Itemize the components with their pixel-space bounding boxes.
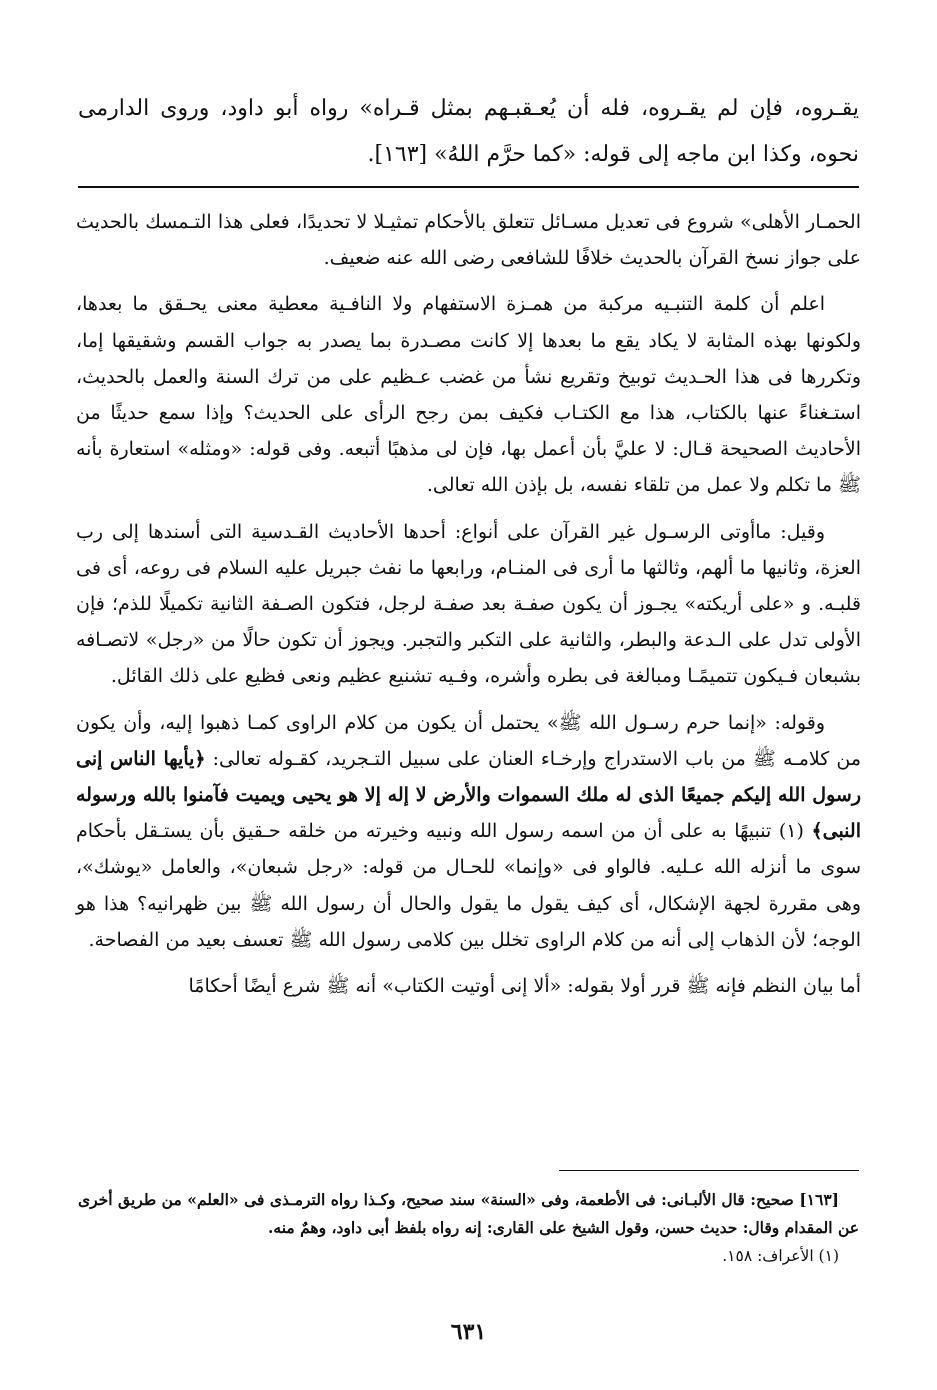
main-text-block [78,86,859,178]
commentary-block [76,204,861,1014]
footnote-1: (١) الأعراف: ١٥٨. [722,1247,839,1265]
quran-verse: ﴿يأيها الناس إنى رسول الله إليكم جميعًا الذى له ملك السموات والأرض لا إله إلا هو يحيى ويميت فآمنوا بالله ورسوله النبى﴾ [76,747,861,843]
footnote-163: [١٦٣] صحيح: قال الألبـانى: فى الأطعمة، وفى «السنة» سند صحيح، وكـذا رواه الترمـذى فى «العلم» من طريق أخرى عن المقدام وقال: حديث حسن، وقول الشيخ على القارى: إنه رواه بلفظ أبى داود، وهمٌ منه. [78,1190,859,1237]
commentary-paragraph-2: اعلم أن كلمة التنبـيه مركبة من همـزة الاستفهام ولا النافـية معطية معنى يحـقق ما بعدها، ولكونها بهذه المثابة لا يكاد يقع ما بعدها إلا كانت مصـدرة بما يصدر به جواب القسم وشقيقها إما، وتكررها فى هذا الحـديث توبيخ وتقريع نشأ من غضب عـظيم على من ترك السنة والعمل بالحديث، استـغناءً عنها بالكتاب، هذا مع الكتـاب فكيف بمن رجح الرأى على الحديث؟ وإذا سمع حديثًا من الأحاديث الصحيحة قـال: لا عليَّ بأن أعمل بها، فإن لى مذهبًا أتبعه. وفى قوله: «ومثله» استعارة بأنه ﷺ ما تكلم ولا عمل من تلقاء نفسه، بل بإذن الله تعالى. [76,293,861,497]
commentary-paragraph-4 [76,705,861,958]
commentary-paragraph-1: الحمـار الأهلى» شروع فى تعديل مسـائل تتعلق بالأحكام تمثيـلا لا تحديدًا، فعلى هذا التـمسك بالحديث على جواز نسخ القرآن بالحديث خلافًا للشافعى رضى الله عنه ضعيف. [76,211,861,270]
commentary-paragraph-4-rest: (١) تنبيهًا به على أن من اسمه رسول الله ونبيه وخيرته من خلقه حـقيق بأن يستـقل بأحكام سوى ما أنزله الله عـليه. فالواو فى «وإنما» للحـال من قوله: «رجل شبعان»، والعامل «يوشك»، وهى مقررة لجهة الإشكال، أى كيف يقول ما يقول والحال أن رسول الله ﷺ بين ظهرانيه؟ هذا هو الوجه؛ لأن الذهاب إلى أنه من كلام الراوى تخلل بين كلامى رسول الله ﷺ تعسف بعيد من الفصاحة. [76,820,861,951]
footnotes-divider [559,1170,859,1171]
footnotes-block [78,1186,859,1270]
main-text-divider [78,186,859,188]
commentary-paragraph-3: وقيل: ماأوتى الرسـول غير القرآن على أنواع: أحدها الأحاديث القـدسية التى أسندها إلى رب العزة، وثانيها ما ألهم، وثالثها ما أرى فى المنـام، ورابعها ما نفث جبريل عليه السلام فى روعه، أى فى قلبـه. و «على أريكته» يجـوز أن يكون صفـة بعد صفـة لرجل، فتكون الصـفة الثانية تكميلًا للذم؛ فإن الأولى تدل على الـدعة والبطر، والثانية على التكبر والتجبر. ويجوز أن تكون حالًا من «رجل» لاتصـافه بشبعان فـيكون تتميمًـا ومبالغة فى بطره وأشره، وفـيه تشنيع عظيم ونعى فظيع على ذلك القائل. [76,520,861,688]
commentary-paragraph-5: أما بيان النظم فإنه ﷺ قرر أولا بقوله: «ألا إنى أوتيت الكتاب» أنه ﷺ شرع أيضًا أحكامًا [188,975,861,998]
main-text-paragraph: يقـروه، فإن لم يقـروه، فله أن يُعـقبـهم بمثل قـراه» رواه أبو داود، وروى الدارمى نحوه، وكذا ابن ماجه إلى قوله: «كما حرَّم اللهُ» [١٦٣]. [78,96,859,167]
commentary-paragraph-4-intro: وقوله: «إنما حرم رسـول الله ﷺ» يحتمل أن يكون من كلام الراوى كمـا ذهبوا إليه، وأن يكون من كلامـه ﷺ من باب الاستدراج وإرخـاء العنان على سبيل التـجريد، كقـوله تعالى: [76,711,861,770]
page-number: ٦٣١ [450,1319,487,1345]
